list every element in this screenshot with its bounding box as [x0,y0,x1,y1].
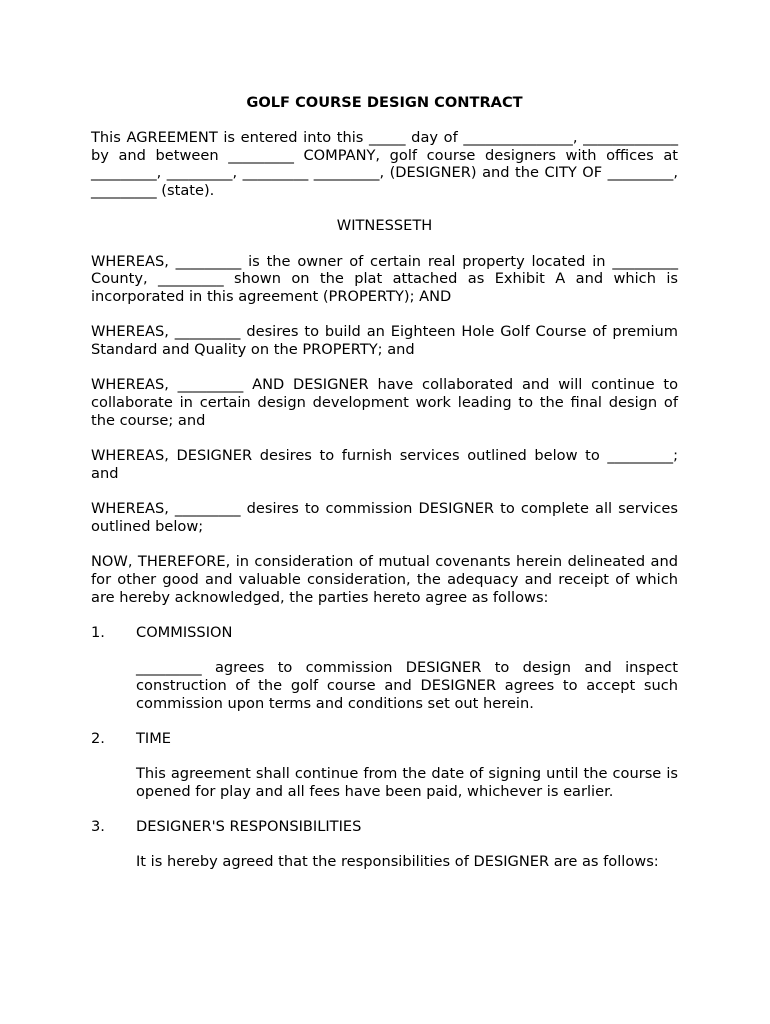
section-number: 1. [91,623,105,641]
section-number: 2. [91,729,105,747]
section-title: TIME [136,729,172,747]
section-title: COMMISSION [136,623,233,641]
section-number: 3. [91,818,105,835]
witnesseth-heading: WITNESSETH [336,217,433,235]
whereas-paragraph: WHEREAS, _________ AND DESIGNER have collaborated and will continue to collaborate in certain design development work leading to the final design of the course; and [91,376,678,429]
now-therefore-paragraph: NOW, THEREFORE, in consideration of mutual covenants herein delineated and for other good and valuable consideration, the adequacy and receipt of which are hereby acknowledged, the parties hereto agree as follows: [91,553,678,606]
section-body: _________ agrees to commission DESIGNER to design and inspect construction of the golf course and DESIGNER agrees to accept such commission upon terms and conditions set out herein. [136,659,678,712]
section-title: DESIGNER'S RESPONSIBILITIES [136,818,362,835]
section-body: It is hereby agreed that the responsibilities of DESIGNER are as follows: [136,853,659,871]
section-heading [91,818,678,836]
section-body: This agreement shall continue from the date of signing until the course is opened for play and all fees have been paid, whichever is earlier. [136,765,678,800]
whereas-paragraph: WHEREAS, _________ desires to build an Eighteen Hole Golf Course of premium Standard and Quality on the PROPERTY; and [91,323,678,359]
document-title: GOLF COURSE DESIGN CONTRACT [246,94,523,111]
section-heading [91,624,678,642]
whereas-paragraph: WHEREAS, _________ desires to commission DESIGNER to complete all services outlined below; [91,500,678,535]
section-heading [91,730,678,748]
document-page [91,94,678,888]
whereas-paragraph: WHEREAS, _________ is the owner of certain real property located in _________ County, _________ shown on the plat attached as Exhibit A and which is incorporated in this agreement (PROPERTY); AND [91,252,678,306]
intro-paragraph: This AGREEMENT is entered into this _____ day of _______________, _____________ by and between _________ COMPANY, golf course designers with offices at _________, _________, _________ _________, (DESIGNER) and the CITY OF _________, _________ (state). [91,128,678,200]
whereas-paragraph: WHEREAS, DESIGNER desires to furnish services outlined below to _________; and [91,447,678,482]
